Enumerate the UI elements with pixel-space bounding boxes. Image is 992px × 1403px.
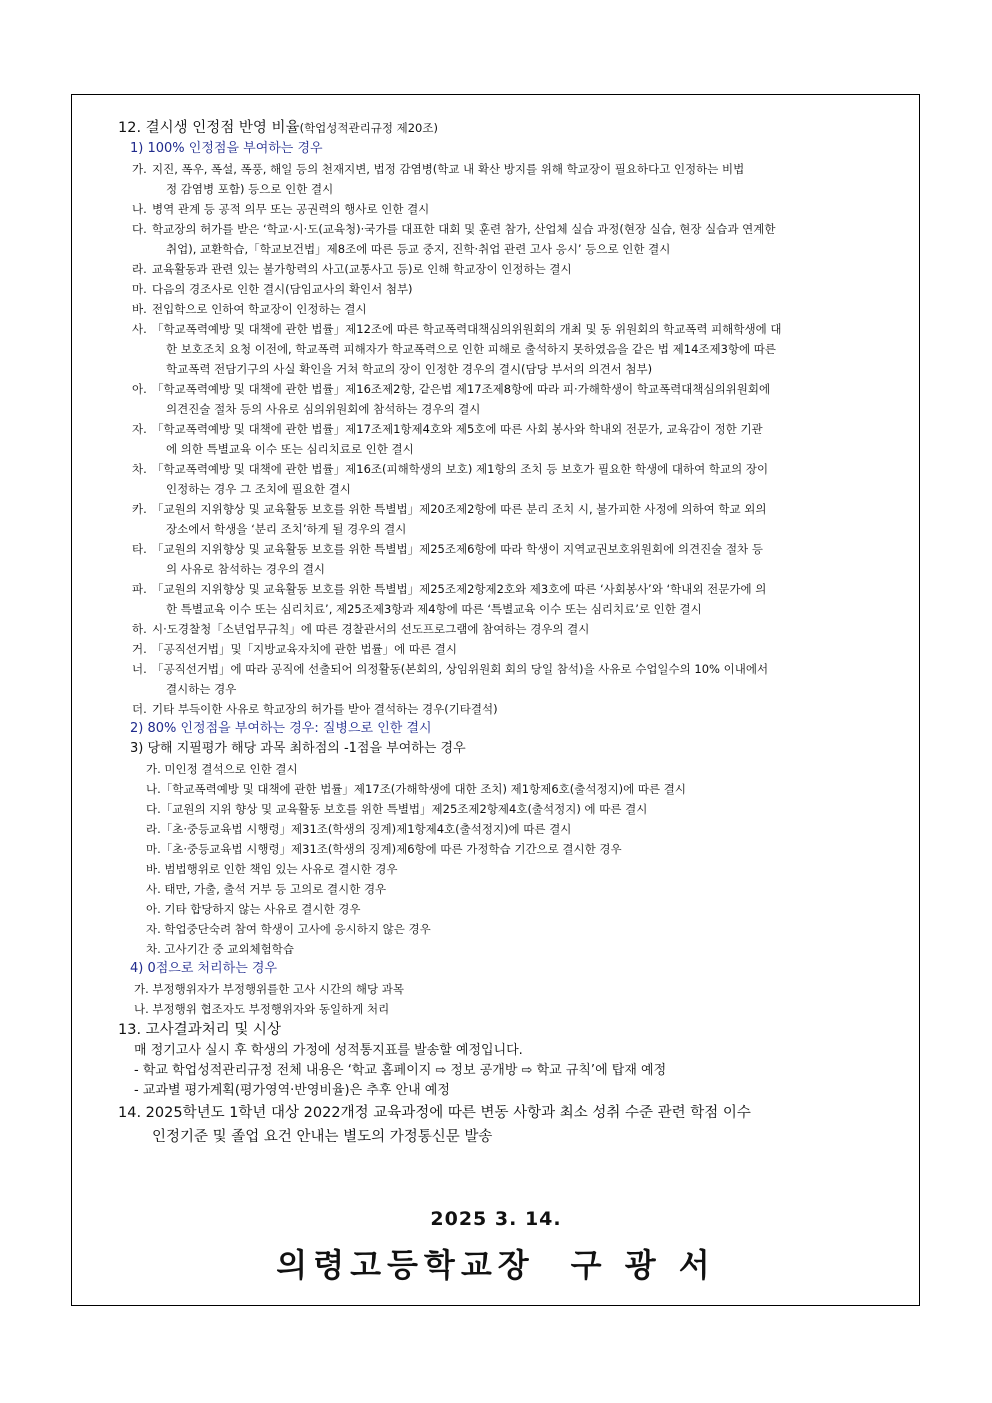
list-item-text: 전입학으로 인하여 학교장이 인정하는 결시: [152, 302, 367, 316]
subsection-2: 2) 80% 인정점을 부여하는 경우: 질병으로 인한 결시: [130, 721, 432, 736]
list-item: [118, 639, 900, 659]
list-item-marker: 타.: [132, 542, 147, 556]
list-item-continuation: 학교폭력 전담기구의 사실 확인을 거쳐 학교의 장이 인정한 경우의 결시(담당 부서의 의견서 첨부): [166, 362, 653, 376]
list-item-marker: 차.: [132, 462, 147, 476]
list-item: 사. 태만, 가출, 출석 거부 등 고의로 결시한 경우: [146, 882, 387, 896]
list-item-continuation: 의견진술 절차 등의 사유로 심의위원회에 참석하는 경우의 결시: [166, 402, 481, 416]
list-item: [118, 419, 900, 459]
section-14-line2: 인정기준 및 졸업 요건 안내는 별도의 가정통신문 발송: [152, 1129, 493, 1145]
section-12-title-ref: (학업성적관리규정 제20조): [299, 121, 438, 135]
list-item-text: 시·도경찰청「소년업무규칙」에 따른 경찰관서의 선도프로그램에 참여하는 경우의 결시: [152, 622, 590, 636]
list-item-text: 교육활동과 관련 있는 불가항력의 사고(교통사고 등)로 인해 학교장이 인정하는 결시: [152, 262, 572, 276]
section-12-title-text: 12. 결시생 인정점 반영 비율: [118, 120, 300, 136]
subsection-1: 1) 100% 인정점을 부여하는 경우: [130, 141, 323, 156]
list-item: [118, 319, 900, 379]
list-item: [118, 279, 900, 299]
principal-signature: [0, 1240, 992, 1286]
list-item-continuation: 정 감염병 포함) 등으로 인한 결시: [166, 182, 334, 196]
list-item: 다.「교원의 지위 향상 및 교육활동 보호를 위한 특별법」제25조제2항제4호(출석정지) 에 따른 결시: [146, 802, 648, 816]
list-item-text: 「학교폭력예방 및 대책에 관한 법률」제12조에 따른 학교폭력대책심의위원회의 개최 및 동 위원회의 학교폭력 피해학생에 대: [152, 322, 782, 336]
list-item-text: 기타 부득이한 사유로 학교장의 허가를 받아 결석하는 경우(기타결석): [152, 702, 498, 716]
list-item: [118, 459, 900, 499]
list-item-text: 학교장의 허가를 받은 ‘학교·시·도(교육청)·국가를 대표한 대회 및 훈련 참가, 산업체 실습 과정(현장 실습, 현장 실습과 연계한: [152, 222, 776, 236]
section-12-title: [118, 118, 900, 139]
list-item: 바. 범법행위로 인한 책임 있는 사유로 결시한 경우: [146, 862, 398, 876]
list-item: [118, 159, 900, 199]
notice-body: [118, 118, 900, 1149]
list-item-continuation: 취업), 교환학습,「학교보건법」제8조에 따른 등교 중지, 진학·취업 관련 고사 응시’ 등으로 인한 결시: [166, 242, 671, 256]
list-item-text: 지진, 폭우, 폭설, 폭풍, 해일 등의 천재지변, 법정 감염병(학교 내 확산 방지를 위해 학교장이 필요하다고 인정하는 비법: [152, 162, 745, 176]
list-item: 차. 고사기간 중 교외체험학습: [146, 942, 294, 956]
list-item: [118, 539, 900, 579]
subsection-1-list: [118, 159, 900, 719]
section-14-line1: 14. 2025학년도 1학년 대상 2022개정 교육과정에 따른 변동 사항과 최소 성취 수준 관련 학점 이수: [118, 1105, 751, 1121]
list-item-continuation: 장소에서 학생을 ‘분리 조치’하게 될 경우의 결시: [166, 522, 407, 536]
list-item: 아. 기타 합당하지 않는 사유로 결시한 경우: [146, 902, 361, 916]
list-item-marker: 사.: [132, 322, 147, 336]
list-item-marker: 너.: [132, 662, 147, 676]
list-item-marker: 나.: [132, 202, 147, 216]
subsection-3: 3) 당해 지필평가 해당 과목 최하점의 -1점을 부여하는 경우: [130, 741, 466, 756]
list-item: [118, 379, 900, 419]
list-item: [118, 259, 900, 279]
list-item-marker: 마.: [132, 282, 147, 296]
list-item-text: 병역 관계 등 공적 의무 또는 공권력의 행사로 인한 결시: [152, 202, 430, 216]
list-item: [118, 199, 900, 219]
list-item: [118, 299, 900, 319]
list-item-text: 「학교폭력예방 및 대책에 관한 법률」제16조제2항, 같은법 제17조제8항에 따라 피·가해학생이 학교폭력대책심의위원회에: [152, 382, 771, 396]
list-item-marker: 바.: [132, 302, 147, 316]
section-13-line: - 학교 학업성적관리규정 전체 내용은 ‘학교 홈페이지 ⇨ 정보 공개방 ⇨ 학교 규칙’에 탑재 예정: [134, 1063, 667, 1078]
list-item: 나.「학교폭력예방 및 대책에 관한 법률」제17조(가해학생에 대한 조치) 제1항제6호(출석정지)에 따른 결시: [146, 782, 687, 796]
list-item-marker: 거.: [132, 642, 147, 656]
list-item-continuation: 의 사유로 참석하는 경우의 결시: [166, 562, 326, 576]
list-item: 마.「초·중등교육법 시행령」제31조(학생의 징계)제6항에 따른 가정학습 기간으로 결시한 경우: [146, 842, 622, 856]
list-item-text: 「교원의 지위향상 및 교육활동 보호를 위한 특별법」제20조제2항에 따른 분리 조치 시, 불가피한 사정에 의하여 학교 외의: [152, 502, 767, 516]
list-item-text: 「공직선거법」및「지방교육자치에 관한 법률」에 따른 결시: [152, 642, 458, 656]
list-item-marker: 라.: [132, 262, 147, 276]
list-item: [118, 699, 900, 719]
list-item-marker: 가.: [132, 162, 147, 176]
list-item: [118, 499, 900, 539]
list-item-continuation: 한 보호조치 요청 이전에, 학교폭력 피해자가 학교폭력으로 인한 피해로 출석하지 못하였음을 같은 법 제14조제3항에 따른: [166, 342, 777, 356]
list-item: 가. 부정행위자가 부정행위를한 고사 시간의 해당 과목: [134, 982, 404, 996]
list-item-marker: 더.: [132, 702, 147, 716]
list-item-marker: 자.: [132, 422, 147, 436]
list-item: 자. 학업중단숙려 참여 학생이 고사에 응시하지 않은 경우: [146, 922, 431, 936]
list-item: [118, 659, 900, 699]
section-13-line: - 교과별 평가계획(평가영역·반영비율)은 추후 안내 예정: [134, 1083, 450, 1098]
list-item-marker: 파.: [132, 582, 147, 596]
list-item-continuation: 에 의한 특별교육 이수 또는 심리치료로 인한 결시: [166, 442, 414, 456]
principal-name: 구 광 서: [570, 1246, 716, 1284]
list-item-marker: 하.: [132, 622, 147, 636]
list-item-text: 「공직선거법」에 따라 공직에 선출되어 의정활동(본회의, 상임위원회 회의 당일 참석)을 사유로 수업일수의 10% 이내에서: [152, 662, 769, 676]
subsection-4: 4) 0점으로 처리하는 경우: [130, 961, 278, 976]
list-item: 나. 부정행위 협조자도 부정행위자와 동일하게 처리: [134, 1002, 390, 1016]
list-item-continuation: 인정하는 경우 그 조치에 필요한 결시: [166, 482, 351, 496]
issue-date: 2025 3. 14.: [430, 1208, 562, 1230]
list-item-continuation: 결시하는 경우: [166, 682, 237, 696]
subsection-4-list: [118, 979, 900, 1019]
list-item-text: 「학교폭력예방 및 대책에 관한 법률」제17조제1항제4호와 제5호에 따른 사회 봉사와 학내외 전문가, 교육감이 정한 기관: [152, 422, 763, 436]
list-item: 라.「초·중등교육법 시행령」제31조(학생의 징계)제1항제4호(출석정지)에 따른 결시: [146, 822, 572, 836]
list-item: [118, 579, 900, 619]
list-item-text: 「교원의 지위향상 및 교육활동 보호를 위한 특별법」제25조제6항에 따라 학생이 지역교권보호위원회에 의견진술 절차 등: [152, 542, 763, 556]
list-item: 가. 미인정 결석으로 인한 결시: [146, 762, 298, 776]
list-item: [118, 619, 900, 639]
list-item-text: 「학교폭력예방 및 대책에 관한 법률」제16조(피해학생의 보호) 제1항의 조치 등 보호가 필요한 학생에 대하여 학교의 장이: [152, 462, 769, 476]
list-item-continuation: 한 특별교육 이수 또는 심리치료’, 제25조제3항과 제4항에 따른 ‘특별교육 이수 또는 심리치료’로 인한 결시: [166, 602, 702, 616]
section-13-title: 13. 고사결과처리 및 시상: [118, 1022, 281, 1038]
list-item-marker: 아.: [132, 382, 147, 396]
list-item-text: 「교원의 지위향상 및 교육활동 보호를 위한 특별법」제25조제2항제2호와 제3호에 따른 ‘사회봉사’와 ‘학내외 전문가에 의: [152, 582, 767, 596]
list-item-marker: 다.: [132, 222, 147, 236]
section-13-line: 매 정기고사 실시 후 학생의 가정에 성적통지표를 발송할 예정입니다.: [134, 1043, 523, 1058]
subsection-3-list: [118, 759, 900, 959]
school-principal-title: 의령고등학교장: [276, 1246, 535, 1284]
list-item: [118, 219, 900, 259]
list-item-marker: 카.: [132, 502, 147, 516]
list-item-text: 다음의 경조사로 인한 결시(담임교사의 확인서 첨부): [152, 282, 413, 296]
